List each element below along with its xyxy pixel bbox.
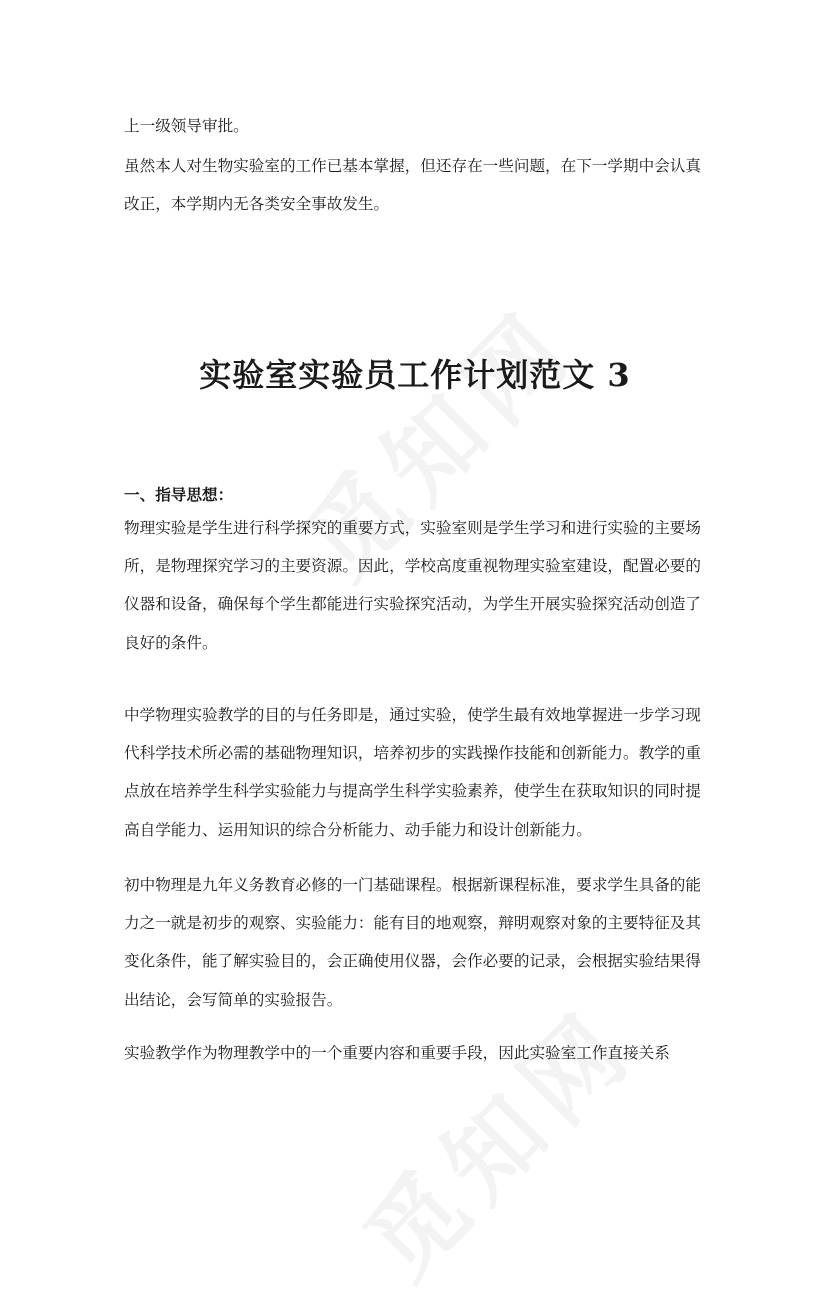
- intro-line: 上一级领导审批。: [124, 117, 249, 135]
- body-paragraph: 实验教学作为物理教学中的一个重要内容和重要手段，因此实验室工作直接关系: [124, 1044, 670, 1062]
- section-heading: 一、指导思想：: [124, 485, 234, 504]
- body-paragraph: 初中物理是九年义务教育必修的一门基础课程。根据新课程标准，要求学生具备的能力之一就是初步的观察、实验能力：能有目的地观察，辩明观察对象的主要特征及其变化条件，能了解实验目的，会正确使用仪器，会作必要的记录，会根据实验结果得出结论，会写简单的实验报告。: [124, 876, 701, 1009]
- document-title: 实验室实验员工作计划范文 3: [199, 356, 631, 394]
- watermark: [330, 973, 660, 1303]
- intro-paragraph: 虽然本人对生物实验室的工作已基本掌握，但还存在一些问题，在下一学期中会认真改正，本学期内无各类安全事故发生。: [124, 157, 701, 214]
- body-paragraph: 中学物理实验教学的目的与任务即是，通过实验，使学生最有效地掌握进一步学习现代科学技术所必需的基础物理知识，培养初步的实践操作技能和创新能力。教学的重点放在培养学生科学实验能力与提高学生科学实验素养，使学生在获取知识的同时提高自学能力、运用知识的综合分析能力、动手能力和设计创新能力。: [124, 706, 701, 839]
- body-paragraph: 物理实验是学生进行科学探究的重要方式，实验室则是学生学习和进行实验的主要场所，是物理探究学习的主要资源。因此，学校高度重视物理实验室建设，配置必要的仪器和设备，确保每个学生都能进行实验探究活动，为学生开展实验探究活动创造了良好的条件。: [124, 519, 701, 652]
